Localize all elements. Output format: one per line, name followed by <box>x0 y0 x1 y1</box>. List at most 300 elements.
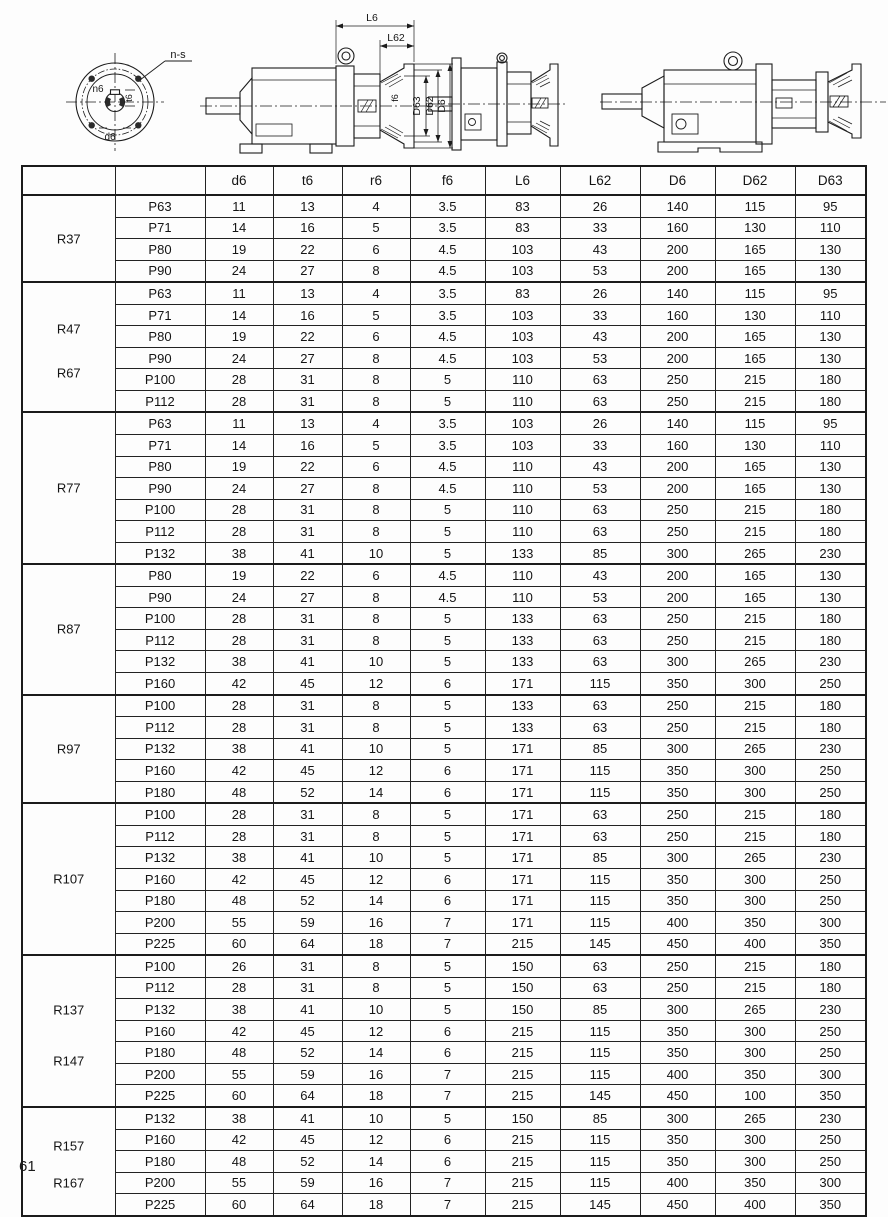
table-row <box>22 499 866 521</box>
value-cell: 115 <box>715 195 795 217</box>
value-cell: 150 <box>485 977 560 999</box>
value-cell: 230 <box>795 738 866 760</box>
value-cell: 171 <box>485 825 560 847</box>
value-cell: 300 <box>715 760 795 782</box>
value-cell: 8 <box>342 955 410 977</box>
value-cell: 59 <box>273 912 342 934</box>
value-cell: 19 <box>205 564 273 586</box>
table-header-row <box>22 166 866 195</box>
value-cell: 12 <box>342 673 410 695</box>
value-cell: 250 <box>640 390 715 412</box>
value-cell: 230 <box>795 847 866 869</box>
value-cell: 63 <box>560 977 640 999</box>
value-cell: 4.5 <box>410 456 485 478</box>
table-row <box>22 738 866 760</box>
size-cell: P80 <box>115 239 205 261</box>
value-cell: 115 <box>560 781 640 803</box>
value-cell: 180 <box>795 608 866 630</box>
value-cell: 28 <box>205 825 273 847</box>
value-cell: 8 <box>342 521 410 543</box>
value-cell: 16 <box>342 1172 410 1194</box>
value-cell: 16 <box>273 217 342 239</box>
value-cell: 250 <box>640 977 715 999</box>
value-cell: 85 <box>560 999 640 1021</box>
size-cell: P90 <box>115 260 205 282</box>
size-cell: P80 <box>115 326 205 348</box>
table-row <box>22 1151 866 1173</box>
value-cell: 5 <box>342 304 410 326</box>
value-cell: 63 <box>560 608 640 630</box>
size-cell: P180 <box>115 781 205 803</box>
value-cell: 24 <box>205 260 273 282</box>
value-cell: 110 <box>485 369 560 391</box>
value-cell: 63 <box>560 390 640 412</box>
value-cell: 8 <box>342 369 410 391</box>
value-cell: 22 <box>273 456 342 478</box>
value-cell: 250 <box>795 1151 866 1173</box>
value-cell: 350 <box>640 673 715 695</box>
value-cell: 215 <box>715 608 795 630</box>
value-cell: 250 <box>795 1129 866 1151</box>
value-cell: 43 <box>560 456 640 478</box>
value-cell: 5 <box>410 521 485 543</box>
value-cell: 31 <box>273 977 342 999</box>
value-cell: 171 <box>485 738 560 760</box>
value-cell: 27 <box>273 260 342 282</box>
value-cell: 13 <box>273 195 342 217</box>
value-cell: 350 <box>640 890 715 912</box>
value-cell: 180 <box>795 369 866 391</box>
flange-label-n6: n6 <box>92 84 104 95</box>
value-cell: 171 <box>485 673 560 695</box>
group-cell-R37 <box>22 195 115 282</box>
value-cell: 52 <box>273 1151 342 1173</box>
value-cell: 300 <box>640 738 715 760</box>
value-cell: 22 <box>273 239 342 261</box>
size-cell: P90 <box>115 586 205 608</box>
value-cell: 171 <box>485 912 560 934</box>
value-cell: 85 <box>560 847 640 869</box>
value-cell: 14 <box>205 304 273 326</box>
value-cell: 165 <box>715 456 795 478</box>
value-cell: 265 <box>715 847 795 869</box>
value-cell: 215 <box>715 629 795 651</box>
value-cell: 171 <box>485 847 560 869</box>
group-cell-R47-R67 <box>22 282 115 412</box>
column-header-d6: d6 <box>205 166 273 195</box>
value-cell: 4 <box>342 412 410 434</box>
value-cell: 3.5 <box>410 412 485 434</box>
value-cell: 42 <box>205 760 273 782</box>
value-cell: 215 <box>485 1129 560 1151</box>
value-cell: 200 <box>640 260 715 282</box>
value-cell: 41 <box>273 651 342 673</box>
value-cell: 55 <box>205 1063 273 1085</box>
value-cell: 180 <box>795 390 866 412</box>
value-cell: 31 <box>273 955 342 977</box>
value-cell: 115 <box>560 1172 640 1194</box>
value-cell: 4.5 <box>410 347 485 369</box>
value-cell: 130 <box>715 304 795 326</box>
dimensioned-side-view-drawing <box>200 6 454 158</box>
table-row <box>22 651 866 673</box>
value-cell: 16 <box>342 1063 410 1085</box>
value-cell: 115 <box>560 1042 640 1064</box>
value-cell: 160 <box>640 304 715 326</box>
group-label: R87 <box>56 621 81 637</box>
value-cell: 180 <box>795 521 866 543</box>
value-cell: 215 <box>485 1063 560 1085</box>
value-cell: 350 <box>715 1172 795 1194</box>
value-cell: 4.5 <box>410 239 485 261</box>
column-header-f6: f6 <box>410 166 485 195</box>
value-cell: 450 <box>640 1194 715 1216</box>
value-cell: 27 <box>273 478 342 500</box>
value-cell: 230 <box>795 542 866 564</box>
value-cell: 5 <box>410 825 485 847</box>
value-cell: 28 <box>205 717 273 739</box>
size-cell: P132 <box>115 847 205 869</box>
value-cell: 28 <box>205 499 273 521</box>
value-cell: 115 <box>560 673 640 695</box>
value-cell: 5 <box>342 217 410 239</box>
table-row <box>22 608 866 630</box>
value-cell: 5 <box>410 608 485 630</box>
value-cell: 22 <box>273 564 342 586</box>
value-cell: 350 <box>795 1194 866 1216</box>
value-cell: 5 <box>410 629 485 651</box>
value-cell: 63 <box>560 825 640 847</box>
size-cell: P63 <box>115 195 205 217</box>
value-cell: 18 <box>342 1194 410 1216</box>
value-cell: 200 <box>640 326 715 348</box>
value-cell: 110 <box>485 456 560 478</box>
value-cell: 28 <box>205 608 273 630</box>
table-row <box>22 195 866 217</box>
group-label: R147 <box>53 1053 85 1069</box>
value-cell: 110 <box>485 521 560 543</box>
value-cell: 41 <box>273 542 342 564</box>
value-cell: 130 <box>795 456 866 478</box>
value-cell: 4.5 <box>410 564 485 586</box>
size-cell: P180 <box>115 890 205 912</box>
value-cell: 22 <box>273 326 342 348</box>
value-cell: 85 <box>560 1107 640 1129</box>
size-cell: P132 <box>115 651 205 673</box>
value-cell: 265 <box>715 542 795 564</box>
value-cell: 83 <box>485 195 560 217</box>
value-cell: 165 <box>715 586 795 608</box>
value-cell: 215 <box>485 933 560 955</box>
value-cell: 8 <box>342 608 410 630</box>
table-body <box>22 195 866 1216</box>
value-cell: 6 <box>410 760 485 782</box>
value-cell: 8 <box>342 977 410 999</box>
value-cell: 350 <box>640 1129 715 1151</box>
size-cell: P112 <box>115 390 205 412</box>
value-cell: 8 <box>342 825 410 847</box>
value-cell: 130 <box>715 217 795 239</box>
value-cell: 133 <box>485 608 560 630</box>
value-cell: 4.5 <box>410 478 485 500</box>
value-cell: 110 <box>485 564 560 586</box>
value-cell: 265 <box>715 738 795 760</box>
size-cell: P100 <box>115 695 205 717</box>
group-label: R137 <box>53 1002 85 1018</box>
value-cell: 300 <box>795 1063 866 1085</box>
group-label: R47 <box>56 321 81 337</box>
table-row <box>22 260 866 282</box>
value-cell: 450 <box>640 1085 715 1107</box>
value-cell: 250 <box>640 717 715 739</box>
value-cell: 133 <box>485 651 560 673</box>
value-cell: 28 <box>205 977 273 999</box>
size-cell: P180 <box>115 1042 205 1064</box>
value-cell: 350 <box>795 933 866 955</box>
size-cell: P132 <box>115 738 205 760</box>
value-cell: 83 <box>485 282 560 304</box>
value-cell: 3.5 <box>410 195 485 217</box>
value-cell: 165 <box>715 260 795 282</box>
value-cell: 200 <box>640 456 715 478</box>
value-cell: 5 <box>410 847 485 869</box>
value-cell: 83 <box>485 217 560 239</box>
value-cell: 11 <box>205 412 273 434</box>
dim-label-D63: D63 <box>411 96 423 116</box>
value-cell: 150 <box>485 955 560 977</box>
value-cell: 14 <box>342 1042 410 1064</box>
value-cell: 300 <box>640 847 715 869</box>
value-cell: 180 <box>795 499 866 521</box>
value-cell: 400 <box>715 1194 795 1216</box>
value-cell: 215 <box>715 369 795 391</box>
value-cell: 14 <box>205 435 273 457</box>
value-cell: 300 <box>640 1107 715 1129</box>
value-cell: 63 <box>560 717 640 739</box>
value-cell: 350 <box>795 1085 866 1107</box>
table-row <box>22 456 866 478</box>
table-row <box>22 868 866 890</box>
value-cell: 250 <box>795 890 866 912</box>
value-cell: 300 <box>715 868 795 890</box>
value-cell: 300 <box>640 651 715 673</box>
group-cell-R107 <box>22 803 115 955</box>
dim-label-D6: D6 <box>436 99 448 113</box>
value-cell: 7 <box>410 1172 485 1194</box>
value-cell: 11 <box>205 195 273 217</box>
value-cell: 300 <box>715 1042 795 1064</box>
value-cell: 215 <box>715 955 795 977</box>
column-header-empty-1 <box>115 166 205 195</box>
value-cell: 8 <box>342 803 410 825</box>
value-cell: 300 <box>795 1172 866 1194</box>
value-cell: 41 <box>273 847 342 869</box>
table-row <box>22 629 866 651</box>
size-cell: P160 <box>115 868 205 890</box>
value-cell: 250 <box>640 803 715 825</box>
value-cell: 180 <box>795 695 866 717</box>
value-cell: 300 <box>715 673 795 695</box>
value-cell: 38 <box>205 999 273 1021</box>
value-cell: 52 <box>273 1042 342 1064</box>
value-cell: 171 <box>485 890 560 912</box>
value-cell: 85 <box>560 542 640 564</box>
size-cell: P160 <box>115 1129 205 1151</box>
value-cell: 165 <box>715 347 795 369</box>
value-cell: 28 <box>205 803 273 825</box>
value-cell: 4.5 <box>410 326 485 348</box>
size-cell: P160 <box>115 1020 205 1042</box>
table-row <box>22 217 866 239</box>
flange-label-t6: t6 <box>124 94 134 102</box>
value-cell: 400 <box>640 1172 715 1194</box>
value-cell: 31 <box>273 608 342 630</box>
value-cell: 171 <box>485 868 560 890</box>
size-cell: P100 <box>115 803 205 825</box>
group-label: R157 <box>53 1138 85 1154</box>
value-cell: 250 <box>640 695 715 717</box>
value-cell: 133 <box>485 717 560 739</box>
value-cell: 250 <box>640 955 715 977</box>
table-row <box>22 390 866 412</box>
value-cell: 53 <box>560 347 640 369</box>
value-cell: 45 <box>273 673 342 695</box>
size-cell: P160 <box>115 673 205 695</box>
table-row <box>22 1194 866 1216</box>
value-cell: 6 <box>410 1129 485 1151</box>
value-cell: 140 <box>640 195 715 217</box>
value-cell: 19 <box>205 326 273 348</box>
table-row <box>22 478 866 500</box>
value-cell: 27 <box>273 347 342 369</box>
value-cell: 60 <box>205 933 273 955</box>
technical-drawings <box>0 0 888 162</box>
dim-label-L6: L6 <box>366 12 378 24</box>
value-cell: 215 <box>715 717 795 739</box>
value-cell: 160 <box>640 435 715 457</box>
value-cell: 42 <box>205 868 273 890</box>
column-header-D63: D63 <box>795 166 866 195</box>
value-cell: 7 <box>410 1194 485 1216</box>
group-label: R107 <box>53 871 85 887</box>
value-cell: 4.5 <box>410 586 485 608</box>
value-cell: 4 <box>342 195 410 217</box>
value-cell: 33 <box>560 304 640 326</box>
value-cell: 33 <box>560 435 640 457</box>
value-cell: 250 <box>795 673 866 695</box>
value-cell: 64 <box>273 1194 342 1216</box>
value-cell: 350 <box>640 1151 715 1173</box>
value-cell: 45 <box>273 760 342 782</box>
value-cell: 55 <box>205 912 273 934</box>
value-cell: 31 <box>273 825 342 847</box>
group-label: R67 <box>56 365 81 381</box>
value-cell: 300 <box>795 912 866 934</box>
size-cell: P63 <box>115 282 205 304</box>
value-cell: 180 <box>795 629 866 651</box>
value-cell: 8 <box>342 347 410 369</box>
table-row <box>22 239 866 261</box>
flange-label-ns: n-s <box>170 49 186 61</box>
value-cell: 8 <box>342 499 410 521</box>
value-cell: 300 <box>640 999 715 1021</box>
value-cell: 24 <box>205 347 273 369</box>
value-cell: 250 <box>795 760 866 782</box>
column-header-t6: t6 <box>273 166 342 195</box>
value-cell: 265 <box>715 999 795 1021</box>
value-cell: 8 <box>342 260 410 282</box>
value-cell: 250 <box>795 868 866 890</box>
value-cell: 48 <box>205 781 273 803</box>
value-cell: 250 <box>795 781 866 803</box>
value-cell: 53 <box>560 478 640 500</box>
value-cell: 215 <box>715 977 795 999</box>
value-cell: 5 <box>410 803 485 825</box>
value-cell: 43 <box>560 239 640 261</box>
dimensions-table <box>21 165 867 1217</box>
value-cell: 43 <box>560 564 640 586</box>
column-header-D6: D6 <box>640 166 715 195</box>
value-cell: 6 <box>342 564 410 586</box>
value-cell: 53 <box>560 586 640 608</box>
value-cell: 171 <box>485 803 560 825</box>
value-cell: 5 <box>410 999 485 1021</box>
value-cell: 165 <box>715 564 795 586</box>
value-cell: 7 <box>410 933 485 955</box>
value-cell: 180 <box>795 955 866 977</box>
table-row <box>22 369 866 391</box>
value-cell: 31 <box>273 629 342 651</box>
value-cell: 14 <box>342 781 410 803</box>
value-cell: 48 <box>205 1151 273 1173</box>
size-cell: P80 <box>115 564 205 586</box>
table-row <box>22 1129 866 1151</box>
table-row <box>22 435 866 457</box>
value-cell: 41 <box>273 999 342 1021</box>
table-row <box>22 1107 866 1129</box>
value-cell: 171 <box>485 760 560 782</box>
column-header-L62: L62 <box>560 166 640 195</box>
value-cell: 215 <box>485 1020 560 1042</box>
value-cell: 215 <box>485 1194 560 1216</box>
value-cell: 18 <box>342 933 410 955</box>
value-cell: 6 <box>410 868 485 890</box>
value-cell: 300 <box>715 890 795 912</box>
value-cell: 12 <box>342 760 410 782</box>
value-cell: 28 <box>205 521 273 543</box>
group-cell-R137-R147 <box>22 955 115 1107</box>
value-cell: 250 <box>640 499 715 521</box>
value-cell: 6 <box>342 239 410 261</box>
value-cell: 4.5 <box>410 260 485 282</box>
value-cell: 31 <box>273 717 342 739</box>
value-cell: 64 <box>273 1085 342 1107</box>
group-label: R167 <box>53 1175 85 1191</box>
size-cell: P71 <box>115 217 205 239</box>
table-row <box>22 521 866 543</box>
size-cell: P200 <box>115 1172 205 1194</box>
value-cell: 250 <box>640 521 715 543</box>
value-cell: 250 <box>640 825 715 847</box>
value-cell: 215 <box>715 825 795 847</box>
value-cell: 103 <box>485 304 560 326</box>
value-cell: 64 <box>273 933 342 955</box>
value-cell: 165 <box>715 326 795 348</box>
value-cell: 55 <box>205 1172 273 1194</box>
value-cell: 200 <box>640 564 715 586</box>
value-cell: 52 <box>273 890 342 912</box>
value-cell: 230 <box>795 1107 866 1129</box>
